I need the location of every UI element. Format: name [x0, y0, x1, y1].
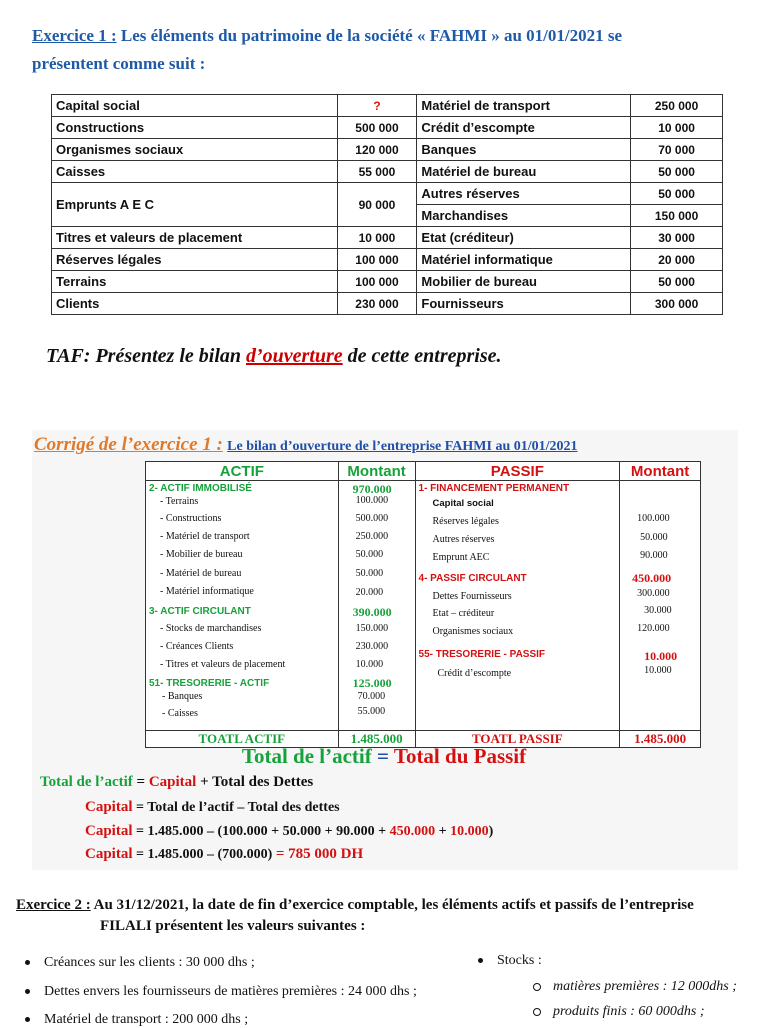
list-item: - Mobilier de bureau [160, 549, 243, 560]
taf-instruction [46, 345, 502, 368]
formula-part: Capital [85, 823, 133, 839]
list-value: 120.000 [637, 623, 670, 634]
passif-circulant-title: 4- PASSIF CIRCULANT [418, 573, 527, 584]
table-row [52, 249, 723, 271]
exercise1-heading [32, 22, 732, 78]
list-item: - Constructions [160, 513, 222, 524]
table-cell: 100 000 [337, 249, 417, 271]
table-cell: Marchandises [417, 205, 631, 227]
table-cell: 250 000 [631, 95, 723, 117]
table-cell: Fournisseurs [417, 293, 631, 315]
list-item: Etat – créditeur [432, 608, 495, 619]
table-cell: 50 000 [631, 161, 723, 183]
list-value: 50.000 [355, 549, 384, 560]
corrige-label: Corrigé de l’exercice 1 : [34, 434, 223, 455]
list-value: 90.000 [640, 550, 668, 561]
bullet-text: Dettes envers les fournisseurs de matières premières : 24 000 dhs ; [44, 984, 417, 999]
total-actif-label: TOATL ACTIF [146, 731, 339, 748]
table-cell: 30 000 [631, 227, 723, 249]
table-cell: Matériel de transport [417, 95, 631, 117]
table-row [52, 183, 723, 205]
list-item: - Stocks de marchandises [160, 623, 262, 634]
formula-part: + [435, 824, 451, 839]
list-item: Dettes Fournisseurs [432, 591, 512, 602]
table-row [52, 293, 723, 315]
list-value: 55.000 [357, 706, 386, 717]
exercise1-line2: présentent comme suit : [32, 54, 206, 73]
table-cell: 100 000 [337, 271, 417, 293]
list-value: 50.000 [640, 532, 668, 543]
taf-part3: de cette entreprise. [342, 345, 502, 367]
list-item: - Matériel de transport [160, 531, 250, 542]
list-item: Réserves légales [432, 516, 499, 527]
taf-part2: d’ouverture [246, 345, 343, 367]
list-value: 100.000 [637, 513, 670, 524]
exercise1-line1: Les éléments du patrimoine de la société « FAHMI » au 01/01/2021 se [116, 26, 623, 45]
table-cell: 50 000 [631, 183, 723, 205]
list-value: 100.000 [355, 495, 389, 506]
equality-right: Total du Passif [393, 744, 527, 768]
list-value: 300.000 [637, 588, 670, 599]
formula-part: Total de l’actif [40, 774, 133, 790]
formula-part: + Total des Dettes [196, 774, 314, 790]
table-cell: Réserves légales [52, 249, 338, 271]
list-item: - Matériel informatique [160, 586, 254, 597]
table-row [52, 139, 723, 161]
actif-immobilise-total: 970.000 [352, 482, 392, 496]
table-cell: 50 000 [631, 271, 723, 293]
financement-permanent-title: 1- FINANCEMENT PERMANENT [418, 483, 570, 494]
table-cell: Organismes sociaux [52, 139, 338, 161]
exercise2-line1: Au 31/12/2021, la date de fin d’exercice comptable, les éléments actifs et passifs de l’entreprise [90, 897, 694, 913]
formula-1 [40, 774, 313, 791]
bullet-icon [478, 958, 483, 963]
capital-social-label: Capital social [432, 498, 494, 509]
table-cell: Caisses [52, 161, 338, 183]
list-item: - Titres et valeurs de placement [160, 659, 286, 670]
list-value: 30.000 [644, 605, 672, 616]
list-item: - Banques [162, 691, 203, 702]
list-value: 500.000 [355, 513, 389, 524]
list-item [478, 953, 542, 969]
equality-left: Total de l’actif [241, 744, 372, 768]
table-cell: Terrains [52, 271, 338, 293]
formula-part: = 1.485.000 – (700.000) [132, 847, 276, 862]
table-cell: Constructions [52, 117, 338, 139]
patrimoine-table [51, 94, 723, 315]
list-item: Organismes sociaux [432, 626, 514, 637]
actif-montant-column [338, 481, 415, 731]
total-passif-value: 1.485.000 [620, 731, 701, 748]
list-item [25, 1012, 248, 1028]
formula-part: = 785 000 DH [275, 846, 364, 862]
formula-part: = Total de l’actif – Total des dettes [132, 800, 340, 815]
table-cell: 230 000 [337, 293, 417, 315]
table-cell: Emprunts A E C [52, 183, 338, 227]
list-value: 230.000 [355, 641, 389, 652]
bilan-table [145, 461, 701, 748]
table-cell: 10 000 [337, 227, 417, 249]
formula-part: 450.000 [389, 824, 436, 839]
exercise2-line2: FILALI présentent les valeurs suivantes : [100, 918, 366, 934]
corrige-heading [34, 434, 578, 456]
exercise2-label: Exercice 2 : [16, 897, 91, 913]
bullet-icon [25, 960, 30, 965]
formula-part: Capital [85, 799, 133, 815]
tresorerie-actif-title: 51- TRESORERIE - ACTIF [149, 678, 270, 689]
list-value: 10.000 [644, 665, 672, 676]
list-item: - Créances Clients [160, 641, 234, 652]
list-item: - Matériel de bureau [160, 568, 242, 579]
circle-bullet-icon [533, 1008, 541, 1016]
bullet-icon [25, 989, 30, 994]
list-item: - Caisses [162, 708, 198, 719]
actif-circulant-total: 390.000 [352, 605, 392, 619]
passif-circulant-total: 450.000 [632, 571, 672, 585]
list-item [533, 979, 737, 995]
formula-part: ) [488, 824, 494, 839]
formula-4 [85, 846, 363, 863]
total-actif-value: 1.485.000 [338, 731, 415, 748]
actif-column [146, 481, 339, 731]
table-row [52, 227, 723, 249]
list-item: Crédit d’escompte [437, 668, 512, 679]
header-passif: PASSIF [415, 462, 620, 481]
table-row [52, 117, 723, 139]
equality-sign: = [371, 744, 394, 768]
bullet-text: Matériel de transport : 200 000 dhs ; [44, 1012, 249, 1027]
corrige-subtitle: Le bilan d’ouverture de l’entreprise FAHMI au 01/01/2021 [227, 439, 578, 454]
list-item: Emprunt AEC [432, 552, 490, 563]
table-cell: 55 000 [337, 161, 417, 183]
tresorerie-actif-total: 125.000 [352, 676, 392, 690]
list-value: 10.000 [355, 659, 384, 670]
total-passif-label: TOATL PASSIF [415, 731, 620, 748]
list-value: 50.000 [355, 568, 384, 579]
formula-2 [85, 799, 340, 816]
bullet-text: matières premières : 12 000dhs ; [553, 979, 737, 994]
balance-equality [0, 744, 768, 769]
table-cell: Autres réserves [417, 183, 631, 205]
formula-3 [85, 823, 493, 840]
header-montant-passif: Montant [620, 462, 701, 481]
list-value: 20.000 [355, 587, 384, 598]
list-item [25, 955, 255, 971]
table-row [52, 95, 723, 117]
list-value: 70.000 [357, 691, 386, 702]
formula-part: 10.000 [450, 824, 489, 839]
table-row [52, 161, 723, 183]
bullet-text: produits finis : 60 000dhs ; [553, 1004, 705, 1019]
formula-part: = 1.485.000 – (100.000 + 50.000 + 90.000 + [132, 824, 390, 839]
table-cell: 500 000 [337, 117, 417, 139]
bullet-icon [25, 1017, 30, 1022]
table-cell: Titres et valeurs de placement [52, 227, 338, 249]
table-cell: 120 000 [337, 139, 417, 161]
formula-part: = [132, 774, 149, 790]
bullet-text: Créances sur les clients : 30 000 dhs ; [44, 955, 255, 970]
exercise1-label: Exercice 1 : [32, 26, 117, 45]
header-montant: Montant [338, 462, 415, 481]
exercise2-heading [16, 895, 756, 937]
list-item [533, 1004, 705, 1020]
table-cell: 300 000 [631, 293, 723, 315]
table-cell: 90 000 [337, 183, 417, 227]
list-item: Autres réserves [432, 534, 495, 545]
header-actif: ACTIF [146, 462, 339, 481]
list-value: 250.000 [355, 531, 389, 542]
table-row [52, 271, 723, 293]
table-cell: 150 000 [631, 205, 723, 227]
circle-bullet-icon [533, 983, 541, 991]
table-cell: 70 000 [631, 139, 723, 161]
list-item [25, 984, 417, 1000]
table-cell: Matériel informatique [417, 249, 631, 271]
taf-part1: TAF: Présentez le bilan [46, 345, 246, 367]
passif-column [415, 481, 620, 731]
actif-circulant-title: 3- ACTIF CIRCULANT [149, 606, 251, 617]
formula-part: Capital [148, 774, 197, 790]
tresorerie-passif-title: 55- TRESORERIE - PASSIF [418, 649, 546, 660]
table-cell: Capital social [52, 95, 338, 117]
actif-immobilise-title: 2- ACTIF IMMOBILISÉ [149, 483, 252, 494]
list-value: 150.000 [355, 623, 389, 634]
table-cell: Banques [417, 139, 631, 161]
table-cell: 10 000 [631, 117, 723, 139]
table-cell: Mobilier de bureau [417, 271, 631, 293]
passif-montant-column [620, 481, 701, 731]
bullet-text: Stocks : [497, 953, 542, 968]
table-cell: Crédit d’escompte [417, 117, 631, 139]
table-cell: Etat (créditeur) [417, 227, 631, 249]
table-cell: Matériel de bureau [417, 161, 631, 183]
table-cell: Clients [52, 293, 338, 315]
table-cell: 20 000 [631, 249, 723, 271]
list-item: - Terrains [160, 496, 199, 507]
formula-part: Capital [85, 846, 133, 862]
table-cell: ? [337, 95, 417, 117]
tresorerie-passif-total: 10.000 [644, 649, 678, 663]
